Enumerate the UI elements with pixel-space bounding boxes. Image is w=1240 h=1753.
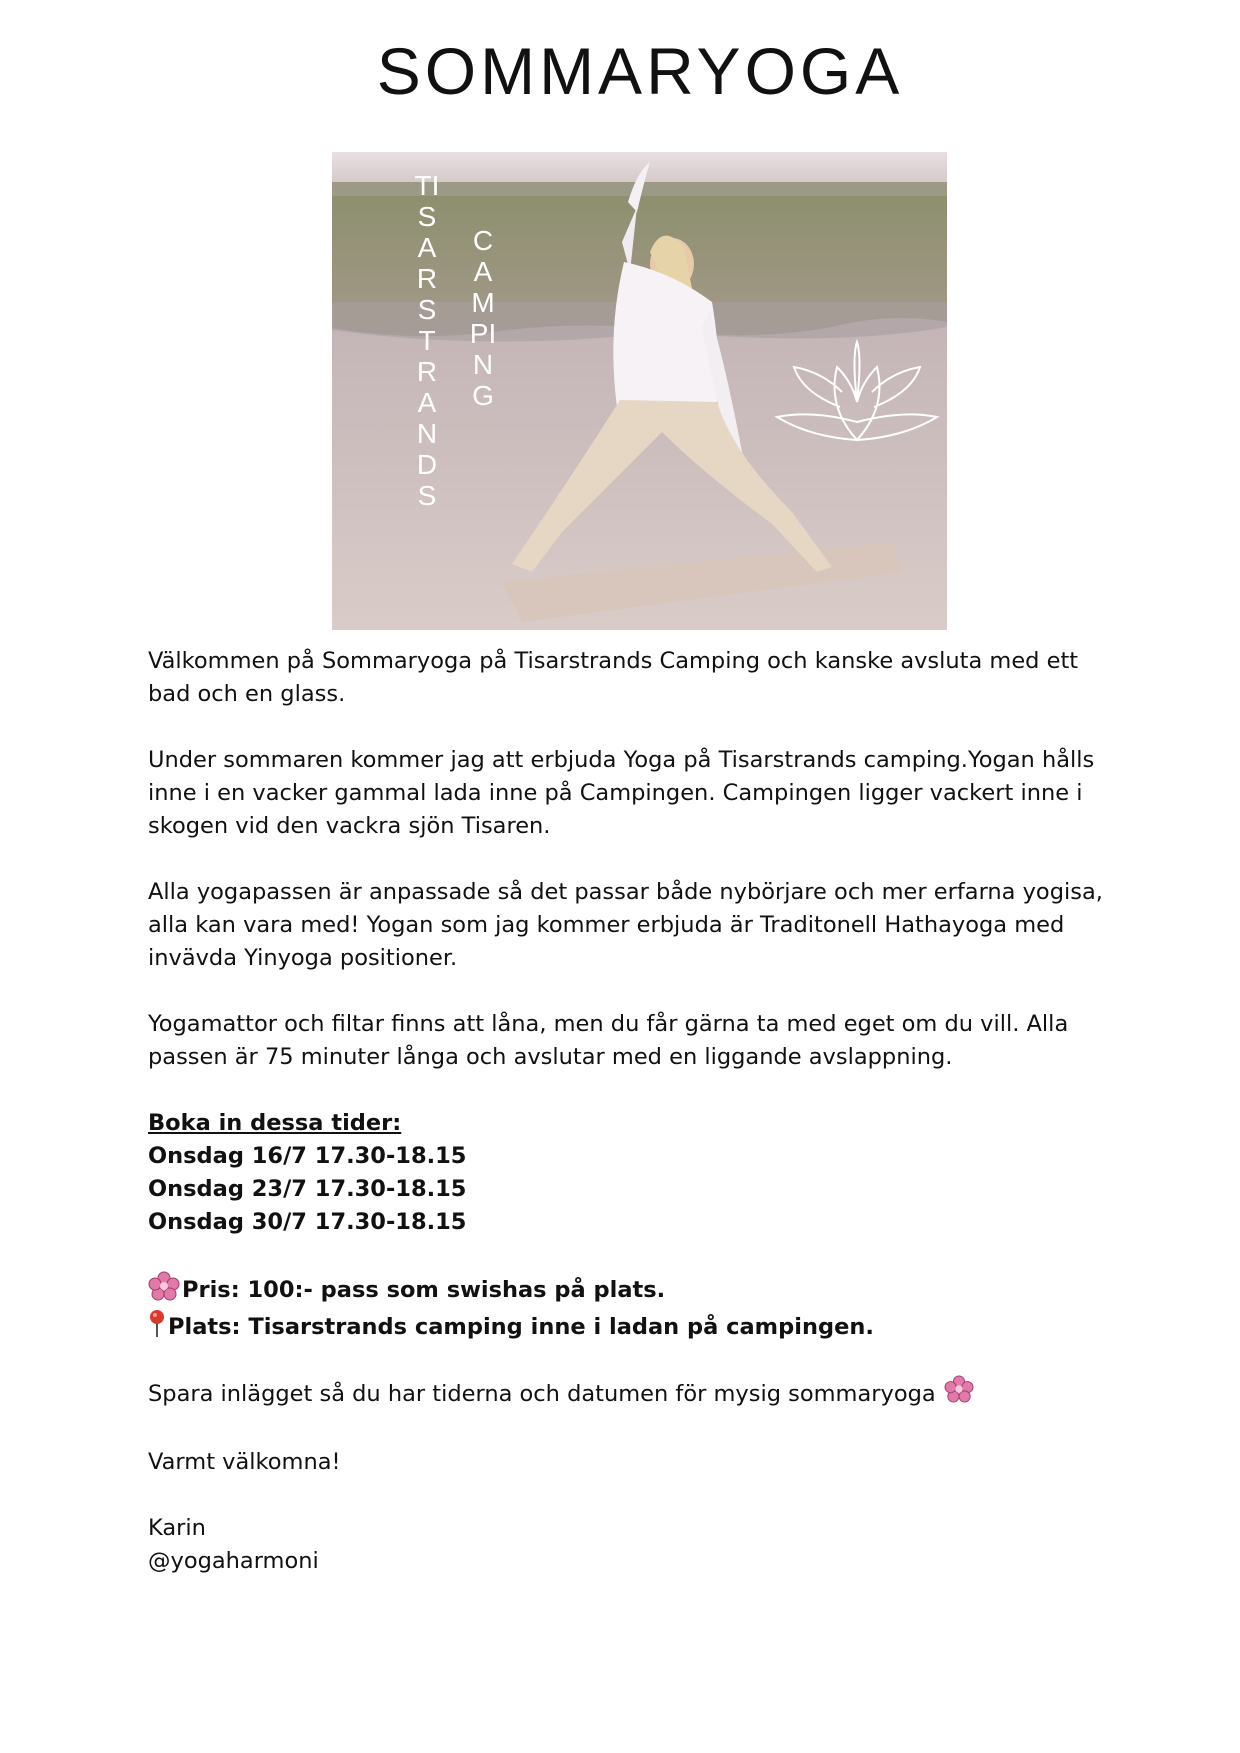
page-title: SOMMARYOGA bbox=[376, 34, 904, 108]
paragraph-location: Under sommaren kommer jag att erbjuda Yoga på Tisarstrands camping.Yogan hålls inne i en vacker gammal lada inne på Campingen. Campingen ligger vackert inne i skogen vid den vackra sjön Tisaren. bbox=[148, 747, 1095, 839]
booking-heading: Boka in dessa tider: bbox=[148, 1110, 402, 1136]
cherry-blossom-icon bbox=[148, 1271, 180, 1311]
booking-time: Onsdag 23/7 17.30-18.15 bbox=[148, 1176, 467, 1202]
booking-time: Onsdag 16/7 17.30-18.15 bbox=[148, 1143, 467, 1169]
paragraph-level: Alla yogapassen är anpassade så det passar både nybörjare och mer erfarna yogisa, alla kan vara med! Yogan som jag kommer erbjuda är Traditonell Hathayoga med invävda Yinyoga positioner. bbox=[148, 879, 1103, 971]
signature-name: Karin bbox=[148, 1515, 206, 1541]
price-text: Pris: 100:- pass som swishas på plats. bbox=[182, 1277, 666, 1303]
signature-handle: @yogaharmoni bbox=[148, 1548, 319, 1574]
place-text: Plats: Tisarstrands camping inne i ladan på campingen. bbox=[168, 1314, 874, 1340]
vertical-text-tisarstrands: TISARSTRANDS bbox=[414, 170, 440, 511]
paragraph-equipment: Yogamattor och filtar finns att låna, men du får gärna ta med eget om du vill. Alla passen är 75 minuter långa och avslutar med en liggande avslappning. bbox=[148, 1011, 1069, 1070]
save-note-text: Spara inlägget så du har tiderna och datumen för mysig sommaryoga bbox=[148, 1380, 936, 1407]
main-content bbox=[148, 645, 1108, 1578]
booking-time: Onsdag 30/7 17.30-18.15 bbox=[148, 1209, 467, 1235]
price-line bbox=[148, 1272, 1108, 1309]
vertical-text-camping: CAMPING bbox=[469, 225, 497, 411]
place-line bbox=[148, 1309, 1108, 1346]
paragraph-intro: Välkommen på Sommaryoga på Tisarstrands Camping och kanske avsluta med ett bad och en glass. bbox=[148, 648, 1079, 707]
welcome-text: Varmt välkomna! bbox=[148, 1449, 341, 1475]
save-note-line bbox=[148, 1375, 1108, 1413]
cherry-blossom-icon bbox=[944, 1375, 974, 1413]
round-pushpin-icon bbox=[148, 1308, 166, 1348]
